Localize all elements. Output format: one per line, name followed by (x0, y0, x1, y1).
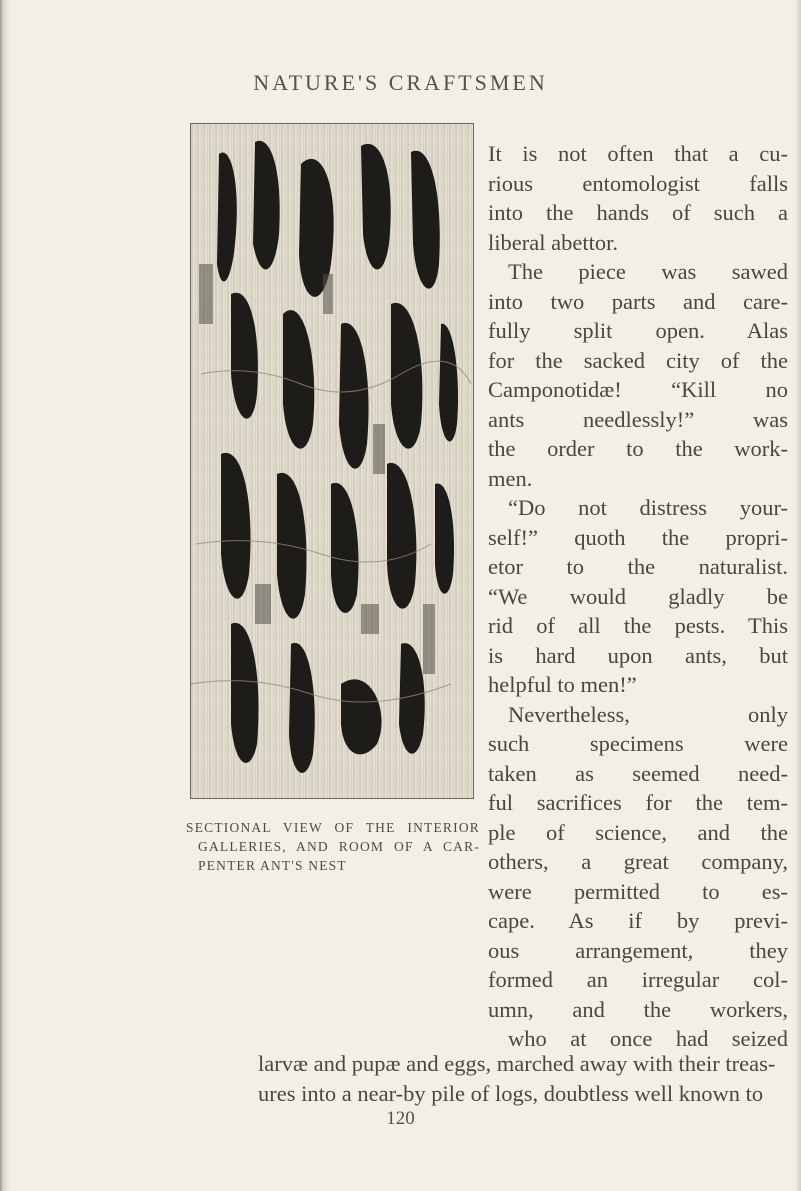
text-line: were permitted to es- (488, 878, 788, 904)
text-line: into two parts and care- (488, 288, 788, 314)
text-line: is hard upon ants, but (488, 642, 788, 668)
text-line: cape. As if by previ- (488, 908, 788, 933)
text-line: self!” quoth the propri- (488, 524, 788, 550)
text-line: umn, and the workers, (488, 996, 788, 1022)
caption-line: PENTER ANT'S NEST (198, 858, 347, 873)
text-line: for the sacked city of the (488, 347, 788, 373)
text-line: ures into a near-by pile of logs, doubtless well known to (258, 1080, 764, 1106)
text-line: larvæ and pupæ and eggs, marched away with their treas- (258, 1051, 776, 1076)
body-text-full-width (258, 1049, 776, 1108)
text-line: Nevertheless, only (508, 701, 788, 727)
page-edge-left (0, 0, 10, 1191)
text-line: “We would gladly be (488, 583, 788, 609)
text-line: ous arrangement, they (488, 937, 788, 963)
text-line: The piece was sawed (508, 259, 788, 284)
nest-cross-section-drawing (191, 124, 473, 798)
caption-line: SECTIONAL VIEW OF THE INTERIOR (186, 820, 480, 835)
text-line: the order to the work- (488, 436, 788, 461)
text-line: liberal abettor. (488, 229, 618, 255)
text-line: “Do not distress your- (508, 495, 788, 520)
text-line: men. (488, 465, 533, 491)
running-head: NATURE'S CRAFTSMEN (253, 70, 548, 95)
page-edge-right (795, 0, 801, 1191)
text-line: ants needlessly!” was (488, 406, 788, 432)
body-text-column (488, 139, 788, 1054)
text-line: into the hands of such a (488, 200, 788, 225)
nest-illustration (190, 123, 474, 799)
text-line: who at once had seized (508, 1026, 788, 1051)
text-line: taken as seemed need- (488, 760, 788, 786)
figure-caption (186, 818, 480, 875)
text-line: rious entomologist falls (488, 170, 788, 196)
text-line: helpful to men!” (488, 672, 637, 697)
text-line: ple of science, and the (488, 819, 788, 845)
text-line: formed an irregular col- (488, 967, 788, 992)
text-line: such specimens were (488, 731, 788, 756)
text-line: It is not often that a cu- (488, 141, 788, 166)
text-line: Camponotidæ! “Kill no (488, 377, 788, 402)
page-number: 120 (386, 1108, 415, 1129)
caption-line: GALLERIES, AND ROOM OF A CAR- (198, 839, 480, 854)
text-line: ful sacrifices for the tem- (488, 790, 788, 815)
text-line: fully split open. Alas (488, 318, 788, 343)
text-line: others, a great company, (488, 849, 788, 874)
text-line: etor to the naturalist. (488, 554, 788, 579)
text-line: rid of all the pests. This (488, 613, 788, 638)
